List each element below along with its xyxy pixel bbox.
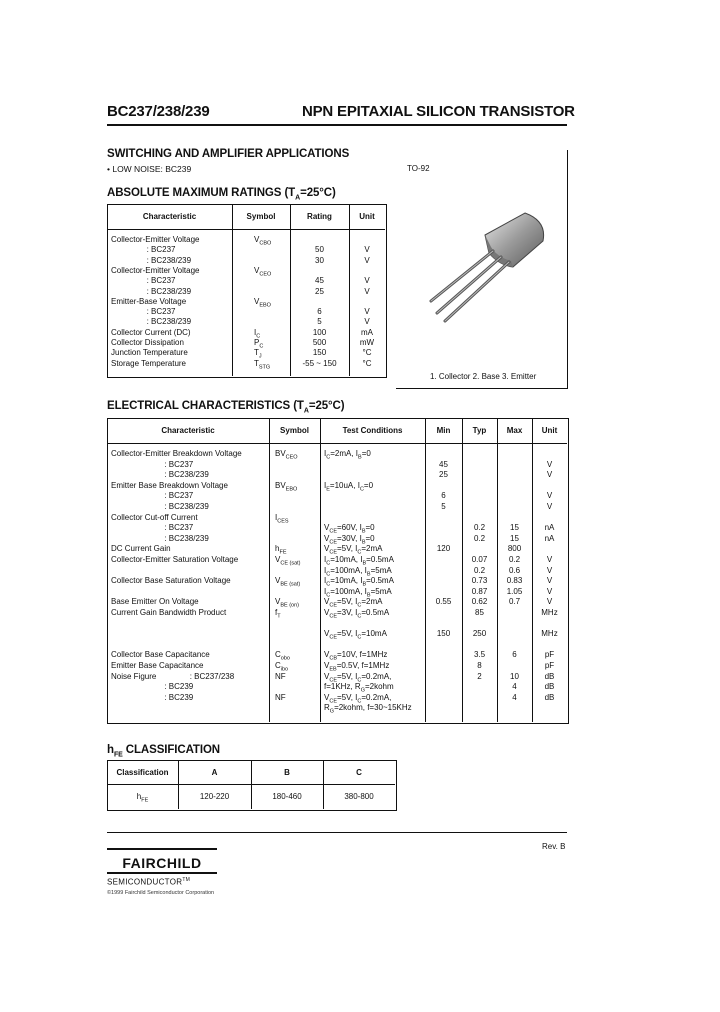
abs-row-unit: V: [364, 255, 370, 265]
abs-row-characteristic: : BC238/239: [111, 317, 192, 327]
elec-row-max: 15: [510, 523, 519, 533]
abs-row-symbol: $V_{CEO}$: [254, 265, 272, 278]
abs-max-heading: ABSOLUTE MAXIMUM RATINGS $(T_A=25^\circ C)$: [107, 187, 336, 202]
elec-row-unit: dB: [544, 671, 555, 681]
elec-row-typ: 0.87: [471, 586, 488, 596]
package-box-bottom: [396, 388, 568, 389]
abs-row-rating: 30: [315, 255, 324, 265]
abs-row-unit: V: [364, 317, 370, 327]
elec-row-test-conditions: $I_C=10mA$, $I_B=0.5mA$: [324, 555, 394, 567]
elec-row-typ: 0.62: [471, 597, 488, 607]
abs-row-characteristic: : BC237: [111, 307, 176, 317]
elec-table-header-cell: Characteristic: [161, 426, 215, 435]
elec-row-symbol: $BV_{CEO}$: [275, 449, 298, 461]
abs-row-symbol: $P_C$: [254, 338, 264, 350]
elec-row-unit: dB: [544, 692, 555, 702]
elec-row-test-conditions: $V_{CE}=5V$, $I_C=0.2mA$,: [324, 671, 392, 684]
elec-row-unit: V: [546, 555, 553, 564]
elec-row-characteristic: DC Current Gain: [111, 544, 171, 554]
elec-row-min: 150: [436, 629, 451, 639]
elec-row-unit: V: [546, 459, 553, 469]
footer-rule: [107, 832, 567, 833]
abs-row-characteristic: Collector-Emitter Voltage: [111, 265, 200, 275]
elec-row-typ: 0.2: [473, 523, 486, 533]
applications-heading: SWITCHING AND AMPLIFIER APPLICATIONS: [107, 148, 350, 160]
logo-bar-bottom: [107, 872, 217, 874]
elec-row-unit: V: [546, 597, 553, 607]
elec-table-header-cell: Unit: [541, 426, 558, 435]
elec-row-characteristic: Collector-Emitter Saturation Voltage: [111, 555, 239, 564]
abs-row-characteristic: : BC238/239: [111, 255, 192, 265]
header-rule: [107, 124, 567, 126]
elec-row-characteristic: Collector-Emitter Breakdown Voltage: [111, 449, 242, 458]
elec-table-header-rule: [107, 443, 567, 444]
elec-table-header-cell: Test Conditions: [342, 426, 403, 435]
elec-row-unit: MHz: [541, 629, 558, 639]
elec-row-symbol: $V_{BE (sat)}$: [275, 576, 301, 588]
elec-table-header-cell: Typ: [472, 426, 487, 435]
fairchild-logo: FAIRCHILD: [122, 855, 202, 871]
elec-row-unit: MHz: [541, 608, 558, 617]
hfe-table-header-cell: C: [356, 768, 362, 777]
hfe-row-value: 380-800: [344, 792, 374, 801]
elec-row-test-conditions: f=1KHz, $R_G=2kohm$: [324, 682, 394, 694]
abs-row-rating: 150: [312, 348, 327, 358]
package-box-right: [567, 150, 568, 388]
elec-row-characteristic: Emitter Base Capacitance: [111, 661, 204, 670]
elec-row-test-conditions: $V_{CE}=5V$, $I_C=2mA$: [324, 544, 383, 556]
elec-row-unit: dB: [544, 682, 555, 692]
elec-row-symbol: NF: [275, 692, 286, 702]
hfe-row-label: $h_{FE}$: [136, 792, 149, 804]
elec-row-characteristic: Base Emitter On Voltage: [111, 597, 199, 607]
elec-row-test-conditions: $V_{CE}=60V$, $I_B=0$: [324, 523, 375, 535]
abs-row-rating: 6: [317, 307, 322, 317]
elec-row-typ: 0.2: [473, 565, 486, 575]
abs-row-unit: °C: [362, 348, 372, 358]
elec-heading: ELECTRICAL CHARACTERISTICS $(T_A=25^\circ C)$: [107, 400, 345, 415]
elec-row-characteristic: : BC238/239: [111, 533, 209, 543]
elec-row-characteristic: : BC238/239: [111, 502, 209, 511]
logo-bar-top: [107, 848, 217, 850]
elec-row-max: 4: [512, 682, 517, 692]
abs-row-unit: V: [364, 307, 370, 317]
elec-row-characteristic: Collector Cut-off Current: [111, 512, 198, 522]
elec-row-characteristic: Emitter Base Breakdown Voltage: [111, 480, 228, 490]
abs-table-header-cell: Symbol: [246, 212, 276, 221]
abs-row-characteristic: : BC237: [111, 245, 176, 255]
abs-row-unit: V: [364, 276, 370, 286]
elec-row-characteristic: Collector Base Saturation Voltage: [111, 576, 231, 586]
abs-row-rating: 100: [312, 327, 327, 337]
elec-row-max: 0.6: [508, 565, 521, 575]
elec-row-characteristic: : BC239: [111, 682, 194, 692]
package-pinout: 1. Collector 2. Base 3. Emitter: [430, 372, 537, 381]
elec-row-test-conditions: $V_{CE}=5V$, $I_C=2mA$: [324, 597, 383, 609]
elec-row-max: 0.2: [508, 555, 521, 564]
abs-table-header-cell: Unit: [359, 212, 375, 221]
elec-row-unit: V: [546, 576, 553, 586]
elec-row-test-conditions: $V_{EB}=0.5V$, f=1MHz: [324, 661, 390, 673]
elec-row-unit: pF: [544, 650, 555, 660]
abs-row-symbol: $I_C$: [254, 327, 261, 340]
abs-table-header-cell: Rating: [307, 212, 332, 221]
elec-row-unit: V: [546, 502, 553, 511]
abs-row-characteristic: Emitter-Base Voltage: [111, 296, 187, 306]
elec-row-test-conditions: $I_C=100mA$, $I_B=5mA$: [324, 586, 392, 599]
elec-row-max: 10: [510, 671, 519, 681]
elec-row-max: 800: [507, 544, 522, 554]
elec-row-symbol: $C_{ibo}$: [275, 661, 289, 673]
hfe-row-value: 180-460: [272, 792, 302, 801]
abs-table-header-cell: Characteristic: [142, 212, 197, 221]
abs-row-characteristic: Collector Dissipation: [111, 338, 184, 347]
elec-table-col-rule: [269, 418, 270, 722]
elec-row-unit: V: [546, 470, 553, 480]
logo-subtitle: SEMICONDUCTOR™: [107, 877, 191, 887]
elec-row-test-conditions: $I_C=100mA$, $I_B=5mA$: [324, 565, 392, 578]
abs-row-unit: mA: [361, 327, 373, 337]
hfe-row-value: 120-220: [199, 792, 230, 801]
elec-row-max: 15: [510, 533, 519, 543]
elec-row-test-conditions: $V_{CE}=30V$, $I_B=0$: [324, 533, 375, 546]
elec-table-col-rule: [320, 418, 321, 722]
abs-row-rating: -55 ~ 150: [302, 358, 337, 368]
elec-table-header-cell: Symbol: [280, 426, 309, 435]
elec-row-typ: 2: [477, 671, 482, 681]
elec-row-test-conditions: $R_G=2kohm$, f=30~15KHz: [324, 703, 412, 715]
hfe-table-header-cell: Classification: [116, 768, 169, 777]
elec-row-unit: nA: [544, 533, 555, 543]
elec-row-characteristic: : BC237: [111, 523, 194, 533]
elec-row-symbol: $V_{CE (sat)}$: [275, 555, 301, 567]
elec-row-typ: 0.73: [471, 576, 488, 586]
abs-row-rating: 5: [317, 317, 322, 327]
elec-table-header-cell: Max: [506, 426, 523, 435]
abs-row-symbol: $V_{EBO}$: [254, 296, 271, 309]
abs-row-unit: mW: [359, 338, 375, 347]
abs-row-unit: V: [364, 245, 370, 255]
abs-row-unit: V: [364, 286, 370, 296]
elec-row-typ: 8: [477, 661, 482, 670]
elec-row-min: 25: [439, 470, 448, 480]
elec-row-symbol: $BV_{EBO}$: [275, 480, 298, 493]
abs-row-rating: 500: [312, 338, 327, 347]
revision: Rev. B: [542, 842, 566, 851]
elec-row-test-conditions: $I_C=10mA$, $I_B=0.5mA$: [324, 576, 394, 588]
elec-row-test-conditions: $V_{CE}=3V$, $I_C=0.5mA$: [324, 608, 390, 620]
elec-row-min: 6: [441, 491, 446, 501]
elec-row-test-conditions: $I_C=2mA$, $I_B=0$: [324, 449, 371, 461]
elec-row-max: 1.05: [506, 586, 523, 596]
elec-row-max: 0.7: [508, 597, 521, 607]
elec-row-symbol: $h_{FE}$: [275, 544, 287, 556]
feature-bullet: • LOW NOISE: BC239: [107, 164, 192, 174]
abs-row-rating: 45: [315, 276, 324, 286]
elec-row-typ: 0.2: [473, 533, 486, 543]
elec-row-symbol: $V_{BE (on)}$: [275, 597, 299, 609]
elec-row-test-conditions: $I_E=10uA$, $I_C=0$: [324, 480, 374, 493]
elec-row-max: 6: [512, 650, 517, 660]
elec-row-min: 5: [441, 502, 446, 511]
elec-row-typ: 3.5: [473, 650, 486, 660]
abs-table-col-rule: [232, 204, 233, 376]
part-numbers: BC237/238/239: [107, 103, 210, 120]
device-type-title: NPN EPITAXIAL SILICON TRANSISTOR: [302, 103, 575, 120]
hfe-table-header-cell: A: [211, 768, 218, 777]
hfe-table-header-cell: B: [284, 768, 290, 777]
elec-row-test-conditions: $V_{CE}=5V$, $I_C=10mA$: [324, 629, 387, 641]
abs-row-rating: 25: [315, 286, 324, 296]
elec-row-min: 45: [439, 459, 448, 469]
abs-row-rating: 50: [315, 245, 324, 255]
abs-row-characteristic: Storage Temperature: [111, 358, 187, 368]
hfe-heading: $h_{FE}$ CLASSIFICATION: [107, 744, 220, 759]
elec-row-characteristic: Collector Base Capacitance: [111, 650, 210, 660]
elec-row-symbol: $I_{CES}$: [275, 512, 289, 525]
elec-row-characteristic: : BC237: [111, 491, 194, 501]
copyright: ©1999 Fairchild Semiconductor Corporation: [107, 890, 215, 896]
elec-row-characteristic: : BC239: [111, 692, 194, 702]
elec-row-symbol: NF: [275, 671, 286, 681]
elec-row-unit: pF: [544, 661, 555, 670]
elec-row-unit: nA: [544, 523, 555, 533]
abs-row-symbol: $V_{CBO}$: [254, 235, 272, 247]
elec-row-characteristic: Noise Figure : BC237/238: [111, 671, 235, 681]
elec-row-typ: 85: [475, 608, 484, 617]
abs-row-unit: °C: [362, 358, 372, 368]
elec-row-unit: V: [546, 586, 553, 596]
elec-row-characteristic: : BC237: [111, 459, 194, 469]
abs-row-characteristic: Collector-Emitter Voltage: [111, 235, 200, 244]
elec-row-typ: 0.07: [471, 555, 488, 564]
abs-row-characteristic: : BC238/239: [111, 286, 192, 296]
elec-row-characteristic: : BC238/239: [111, 470, 209, 480]
abs-row-characteristic: Collector Current (DC): [111, 327, 191, 337]
elec-row-test-conditions: $V_{CE}=5V$, $I_C=0.2mA$,: [324, 692, 392, 705]
abs-row-characteristic: Junction Temperature: [111, 348, 188, 358]
elec-row-min: 120: [436, 544, 451, 554]
elec-row-unit: V: [546, 491, 553, 501]
elec-row-characteristic: Current Gain Bandwidth Product: [111, 608, 227, 617]
to92-package-icon: [415, 205, 555, 325]
abs-row-symbol: $T_J$: [254, 348, 262, 360]
abs-row-characteristic: : BC237: [111, 276, 176, 286]
elec-row-unit: V: [546, 565, 553, 575]
elec-table-header-cell: Min: [436, 426, 451, 435]
elec-row-test-conditions: $V_{CB}=10V$, f=1MHz: [324, 650, 388, 662]
elec-row-max: 4: [512, 692, 517, 702]
elec-row-max: 0.83: [506, 576, 523, 586]
elec-row-min: 0.55: [435, 597, 452, 607]
abs-table-header-rule: [107, 229, 385, 230]
elec-row-symbol: $f_T$: [275, 608, 281, 620]
elec-row-typ: 250: [472, 629, 487, 639]
package-name: TO-92: [407, 164, 430, 173]
elec-row-symbol: $C_{obo}$: [275, 650, 290, 662]
abs-row-symbol: $T_{STG}$: [254, 358, 271, 371]
